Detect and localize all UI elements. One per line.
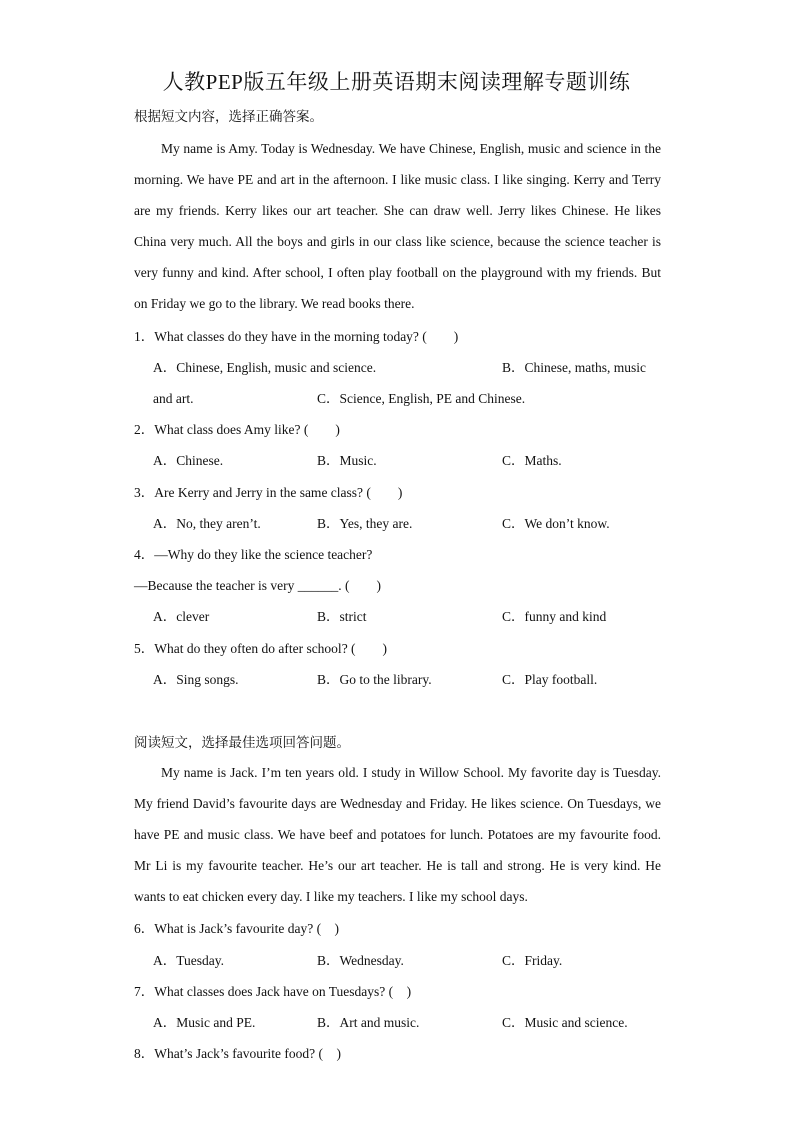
question-8: 8．What’s Jack’s favourite food? ( ) xyxy=(134,1046,341,1061)
section2-passage-text: My name is Jack. I’m ten years old. I study in Willow School. My favorite day is Tuesday. My friend David’s favourite days are Wednesday and Friday. He likes science. On Tuesdays, we have PE and music class. We have beef and potatoes for lunch. Potatoes are my favourite food. Mr Li is my favourite teacher. He’s our art teacher. He is tall and strong. He is very kind. He wants to eat chicken every day. I like my teachers. I like my school days. xyxy=(134,765,661,904)
q4-option-a: A．clever xyxy=(153,609,210,624)
q1-option-a: A．Chinese, English, music and science. xyxy=(153,360,377,375)
section2-passage xyxy=(134,757,661,912)
q3-option-a: A．No, they aren’t. xyxy=(153,516,261,531)
q3-option-b: B．Yes, they are. xyxy=(317,516,413,531)
question-3: 3．Are Kerry and Jerry in the same class? ( ) xyxy=(134,485,403,500)
page-title: 人教PEP版五年级上册英语期末阅读理解专题训练 xyxy=(162,70,631,94)
q1-option-b: B．Chinese, maths, music xyxy=(502,360,646,375)
question-1: 1．What classes do they have in the morning today? ( ) xyxy=(134,329,459,344)
q2-option-b: B．Music. xyxy=(317,453,377,468)
question-7: 7．What classes does Jack have on Tuesdays? ( ) xyxy=(134,984,412,999)
q5-option-c: C．Play football. xyxy=(502,672,598,687)
q5-option-a: A．Sing songs. xyxy=(153,672,239,687)
q4-option-c: C．funny and kind xyxy=(502,609,607,624)
question-6: 6．What is Jack’s favourite day? ( ) xyxy=(134,921,340,936)
q1-option-c: C．Science, English, PE and Chinese. xyxy=(317,391,526,406)
question-4: 4．—Why do they like the science teacher? xyxy=(134,547,373,562)
q2-option-a: A．Chinese. xyxy=(153,453,224,468)
section1-instruction: 根据短文内容，选择正确答案。 xyxy=(134,109,323,124)
question-4-line-2: —Because the teacher is very ______. ( ) xyxy=(134,578,382,593)
q4-option-b: B．strict xyxy=(317,609,367,624)
q7-option-a: A．Music and PE. xyxy=(153,1015,256,1030)
question-5: 5．What do they often do after school? ( ) xyxy=(134,641,388,656)
q5-option-b: B．Go to the library. xyxy=(317,672,432,687)
q6-option-b: B．Wednesday. xyxy=(317,953,404,968)
q1-option-b-continued: and art. xyxy=(153,391,194,406)
q6-option-c: C．Friday. xyxy=(502,953,563,968)
q7-option-c: C．Music and science. xyxy=(502,1015,628,1030)
section1-passage-text: My name is Amy. Today is Wednesday. We have Chinese, English, music and science in the morning. We have PE and art in the afternoon. I like music class. I like singing. Kerry and Terry are my friends. Kerry likes our art teacher. She can draw well. Jerry likes Chinese. He likes China very much. All the boys and girls in our class like science, because the science teacher is very funny and kind. After school, I often play football on the playground with my friends. But on Friday we go to the library. We read books there. xyxy=(134,141,661,311)
q7-option-b: B．Art and music. xyxy=(317,1015,420,1030)
section2-instruction: 阅读短文，选择最佳选项回答问题。 xyxy=(134,735,350,750)
q3-option-c: C．We don’t know. xyxy=(502,516,610,531)
q2-option-c: C．Maths. xyxy=(502,453,562,468)
section1-passage xyxy=(134,133,661,319)
q6-option-a: A．Tuesday. xyxy=(153,953,225,968)
question-2: 2．What class does Amy like? ( ) xyxy=(134,422,340,437)
